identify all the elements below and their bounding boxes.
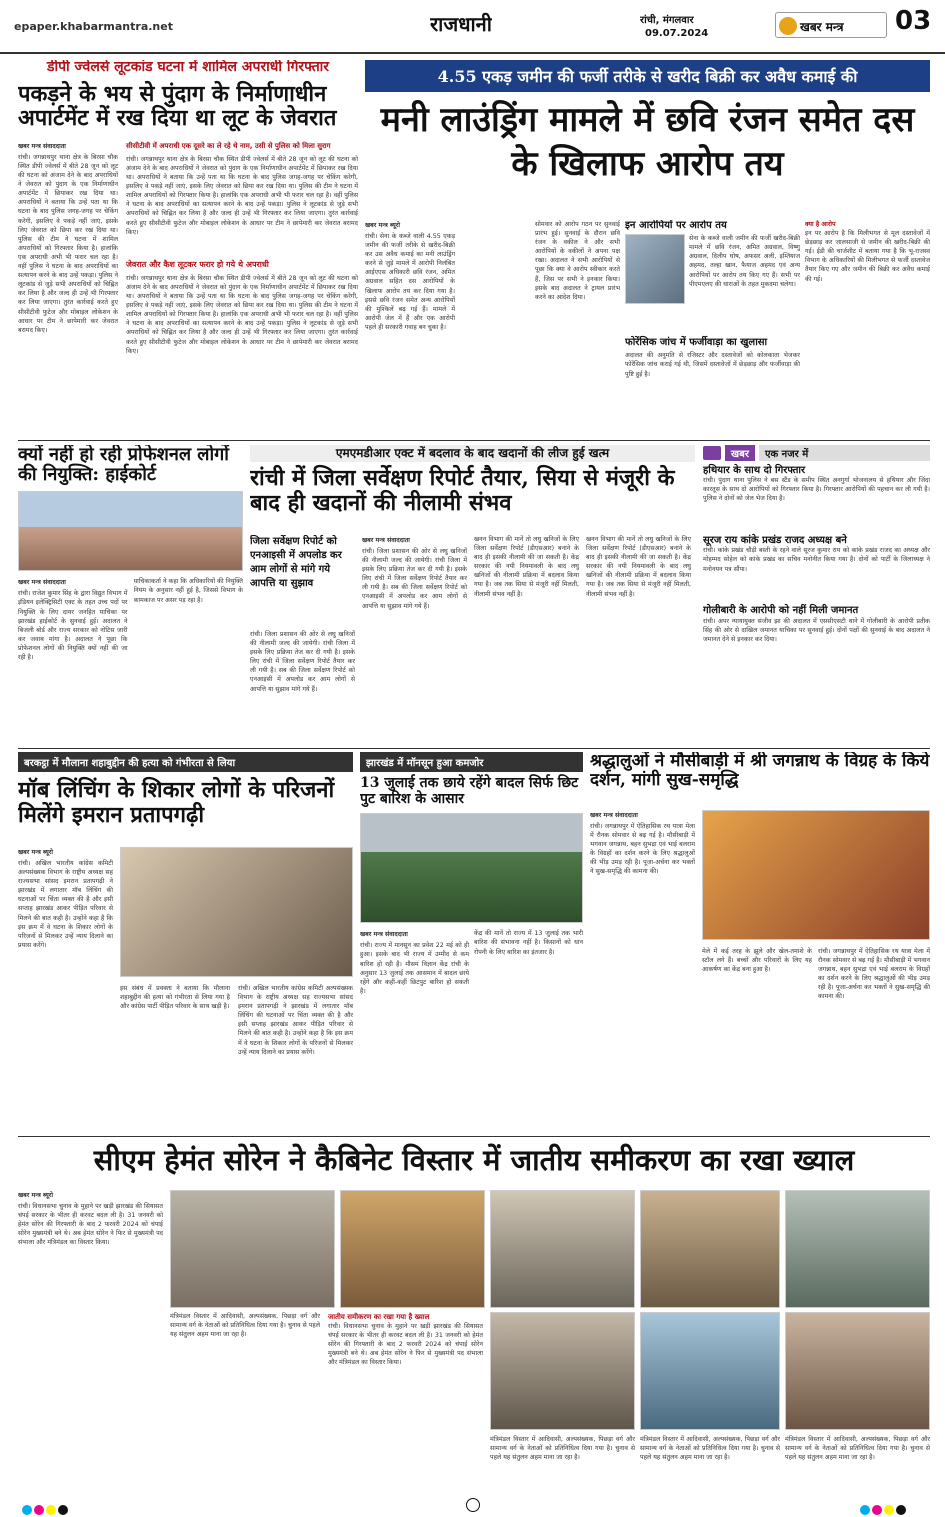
story-body: रांची। विधानसभा चुनाव के मुहाने पर खड़ी झारखंड की सियासत चंपई सरकार के भीतर ही करवट बदल ली है। 31 जनवरी को हेमंत सोरेन की गिरफ्तारी के बाद 2 फरवरी 2024 को चंपाई सोरेन मुख्यमंत्री बने थे। अब हेमंत सोरेन ने फिर से मुख्यमंत्री पद संभाला और मंत्रिमंडल का विस्तार किया।: [18, 1203, 163, 1247]
story-body-2: मंत्रिमंडल विस्तार में आदिवासी, अल्पसंख्यक, पिछड़ा वर्ग और सामान्य वर्ग के नेताओं को प्रतिनिधित्व दिया गया है। चुनाव से पहले यह संतुलन अहम माना जा रहा है।: [170, 1313, 320, 1339]
page-number: 03: [895, 6, 932, 36]
cabinet-photo-1: [170, 1190, 335, 1308]
cabinet-photo-2: [340, 1190, 485, 1308]
byline: खबर मन्त्र ब्यूरो: [18, 849, 53, 856]
sub-body-forensic: अदालत की अनुमति से रजिस्टर और दस्तावेजों को कोलकाता भेजकर फोरेंसिक जांच कराई गई थी, जिसमें दस्तावेजों में छेड़छाड़ और फर्जीवाड़ा की पुष्टि हुई है।: [625, 352, 800, 378]
brief-headline-3: गोलीबारी के आरोपी को नहीं मिली जमानत: [703, 605, 859, 617]
story-lead: सीसीटीवी में अपराधी एक दूसरे का ले रहे थे नाम, उसी से पुलिस को मिला सुराग: [126, 141, 331, 150]
brand-icon: [779, 17, 797, 35]
story-mining: [250, 445, 695, 745]
masthead: [0, 0, 945, 54]
story-body-6: मंत्रिमंडल विस्तार में आदिवासी, अल्पसंख्यक, पिछड़ा वर्ग और सामान्य वर्ग के नेताओं को प्रतिनिधित्व दिया गया है। चुनाव से पहले यह संतुलन अहम माना जा रहा है।: [785, 1436, 930, 1462]
story-body: रांची। जगन्नाथपुर में ऐतिहासिक रथ यात्रा मेला में रौनक सोमवार से बढ़ गई है। मौसीबाड़ी में भगवान जगन्नाथ, बहन सुभद्रा एवं भाई बलराम के विग्रहों का दर्शन करने के लिए श्रद्धालुओं की भीड़ उमड़ रही है। पूजा-अर्चना कर भक्तों ने सुख-समृद्धि की कामना की।: [590, 823, 695, 876]
brand-logo: खबर मन्त्र: [775, 12, 887, 38]
story-kicker: डीपी ज्वेलर्स लूटकांड घटना में शामिल अपराधी गिरफ्तार: [46, 60, 330, 75]
story-body-4: खनन विभाग की मानें तो लघु खनिजों के लिए जिला सर्वेक्षण रिपोर्ट (डीएसआर) बनाने के बाद ही इसकी नीलामी की जा सकती है। केंद्र सरकार की नयी नियमावली के बाद लघु खनिजों की नीलामी प्रक्रिया में बदलाव किया गया है। जब तक सिया से मंजूरी नहीं मिलती, नीलामी संभव नहीं है।: [586, 536, 691, 598]
byline: खबर मन्त्र संवाददाता: [18, 579, 66, 587]
site-url[interactable]: epaper.khabarmantra.net: [14, 20, 173, 33]
brief-icon: [703, 446, 721, 460]
brief-body-3: रांची। अपर न्यायायुक्त संजीव झा की अदालत में एससीएसटी थाने में गोलीबारी के आरोपी प्रतीक सिंह की ओर से दाखिल जमानत याचिका पर सुनवाई हुई। दोनों पक्षों की सुनवाई के बाद अदालत ने जमानत देने से इनकार कर दिया।: [703, 617, 930, 643]
section-title: राजधानी: [430, 12, 492, 36]
meeting-photo: [120, 847, 353, 977]
news-brief: [703, 445, 930, 745]
story-money-laundering: [365, 60, 930, 440]
cabinet-photo-8: [785, 1312, 930, 1430]
story-body-2: केंद्र की मानें तो राज्य में 13 जुलाई तक भारी बारिश की संभावना नहीं है। किसानों को धान रोपनी के लिए बारिश का इंतजार है।: [474, 930, 583, 956]
rain-photo: [360, 813, 583, 923]
cabinet-photo-6: [490, 1312, 635, 1430]
location-day: रांची, मंगलवार: [640, 15, 694, 26]
story-jewellers: [18, 60, 358, 440]
story-body: रांची। राजेश कुमार सिंह के द्वारा विद्युत विभाग में इंडियन इलेक्ट्रिसिटी एक्ट के तहत उच्च पदों पर नियुक्ति के लिए दायर जनहित याचिका पर झारखंड हाईकोर्ट के सुनवाई हुई। अदालत ने बिजली बोर्ड और राज्य सरकार को नोटिस जारी कर जवाब मांगा है। अदालत ने पूछा कि प्रोफेशनल लोगों की नियुक्ति क्यों नहीं की जा रही है।: [18, 590, 128, 661]
highcourt-photo: [18, 491, 243, 571]
brief-title: एक नजर में: [759, 445, 930, 461]
cabinet-photo-4: [640, 1190, 780, 1308]
story-body-5: मंत्रिमंडल विस्तार में आदिवासी, अल्पसंख्यक, पिछड़ा वर्ग और सामान्य वर्ग के नेताओं को प्रतिनिधित्व दिया गया है। चुनाव से पहले यह संतुलन अहम माना जा रहा है।: [640, 1436, 780, 1462]
sub-body-allegation: इन पर आरोप है कि मिलीभगत से मूल दस्तावेजों में छेड़छाड़ कर जालसाजी से जमीन की खरीद-बिक्री की गई। ईडी की चार्जशीट में बताया गया है कि भू-राजस्व विभाग के अधिकारियों की मिलीभगत से फर्जी दस्तावेज तैयार किए गए और जमीन की बिक्री कर अवैध कमाई की गई।: [805, 230, 930, 283]
brief-body-1: रांची। पुंदाग थाना पुलिस ने बस स्टैंड के समीप स्थित अनगुर्गा भोजनालय से हथियार और जिंदा कारतूस के साथ दो आरोपियों को गिरफ्तार किया है। गिरफ्तार आरोपियों की पहचान कर ली गयी है। पुलिस ने दोनों को जेल भेज दिया है।: [703, 477, 930, 503]
story-monsoon: [360, 752, 583, 1132]
date: 09.07.2024: [645, 28, 709, 39]
pull-quote: जिला सर्वेक्षण रिपोर्ट को एनआइसी में अपलोड कर आम लोगों से मांगे गये आपत्ति या सुझाव: [250, 536, 342, 589]
brief-headline-1: हथियार के साथ दो गिरफ्तार: [703, 465, 806, 476]
temple-photo: [702, 810, 930, 940]
story-headline: श्रद्धालुओं ने मौसीबाड़ी में श्री जगन्नाथ के विग्रह के किये दर्शन, मांगी सुख-समृद्धि: [590, 752, 930, 791]
story-body-3: रांची। जगन्नाथपुर में ऐतिहासिक रथ यात्रा मेला में रौनक सोमवार से बढ़ गई है। मौसीबाड़ी में भगवान जगन्नाथ, बहन सुभद्रा एवं भाई बलराम के विग्रहों का दर्शन करने के लिए श्रद्धालुओं की भीड़ उमड़ रही है। पूजा-अर्चना कर भक्तों ने सुख-समृद्धि की कामना की।: [818, 948, 930, 1001]
accused-photo: [625, 234, 685, 304]
story-highcourt: [18, 445, 243, 745]
story-body-3: रांची। अखिल भारतीय कांग्रेस कमिटी अल्पसंख्यक विभाग के राष्ट्रीय अध्यक्ष सह राज्यसभा सांसद इमरान प्रतापगढ़ी ने झारखंड में लगातार मॉब लिंचिंग की घटनाओं पर चिंता व्यक्त की है और इसी सप्ताह झारखंड आकर पीड़ित परिवार से मिलने की बात कही है। उन्होंने कहा है कि इस क्रम में वे घटना के शिकार लोगों के परिजनों से मिलकर उन्हें न्याय दिलाने का प्रयास करेंगे।: [238, 985, 353, 1056]
story-body-2: इस संबंध में प्रवक्ता ने बताया कि मौलाना शहाबुद्दीन की हत्या को गंभीरता से लिया गया है और कांग्रेस पार्टी पीड़ित परिवार के साथ खड़ी है।: [120, 985, 230, 1011]
byline: खबर मन्त्र संवाददाता: [362, 537, 410, 544]
footer-bar: [0, 1495, 945, 1517]
story-kicker: एमएमडीआर एक्ट में बदलाव के बाद खदानों की लीज हुई खत्म: [250, 445, 695, 462]
story-body: रांची। जिला प्रशासन की ओर से लघु खनिजों की नीलामी जल्द की जायेगी। रांची जिला में इसके लिए प्रक्रिया तेज कर दी गयी है। इसके लिए रांची में जिला सर्वेक्षण रिपोर्ट तैयार कर ली गयी है। सब की जिला सर्वेक्षण रिपोर्ट को एनआइसी में अपलोड कर आम लोगों से आपत्ति या सुझाव मांगे गये हैं।: [250, 631, 355, 693]
story-body-3: रांची। विधानसभा चुनाव के मुहाने पर खड़ी झारखंड की सियासत चंपई सरकार के भीतर ही करवट बदल ली है। 31 जनवरी को हेमंत सोरेन की गिरफ्तारी के बाद 2 फरवरी 2024 को चंपाई सोरेन मुख्यमंत्री बने थे। अब हेमंत सोरेन ने फिर से मुख्यमंत्री पद संभाला और मंत्रिमंडल का विस्तार किया।: [328, 1323, 483, 1367]
byline: खबर मन्त्र ब्यूरो: [18, 1192, 53, 1199]
story-headline: मनी लाउंड्रिंग मामले में छवि रंजन समेत दस के खिलाफ आरोप तय: [380, 100, 915, 184]
cabinet-photo-7: [640, 1312, 780, 1430]
story-kicker: 4.55 एकड़ जमीन की फर्जी तरीके से खरीद बिक्री कर अवैध कमाई की: [365, 60, 930, 92]
story-body-2: मेले में कई तरह के झूले और खेल-तमाशे के स्टॉल लगे हैं। बच्चों और परिवारों के लिए यह आकर्षण का केंद्र बना हुआ है।: [702, 948, 812, 974]
subheading: जातीय समीकरण का रखा गया है ख्याल: [328, 1313, 430, 1321]
story-body: रांची। जगन्नाथपुर थाना क्षेत्र के बिरसा चौक स्थित डीपी ज्वेलर्स में बीते 28 जून को लूट की घटना को अंजाम देने के बाद अपराधियों ने जेवरात को पुंदाग के एक निर्माणाधीन अपार्टमेंट में छिपाकर रख दिया था। अपराधियों ने बताया कि उन्हें पता था कि घटना के बाद पुलिस जगह-जगह पर चेकिंग करेगी, इसलिए वे पकड़े नहीं जाएं, इसके लिए जेवरात को छिपा कर रख दिया था। पुलिस की टीम ने घटना में शामिल अपराधियों को गिरफ्तार किया है। हालांकि एक अपराधी अभी भी फरार चल रहा है। वहीं पुलिस ने घटना के बाद अपराधियों का सत्यापन करने के बाद उन्हें पकड़ा। पुलिस ने लूटकांड से जुड़े सभी अपराधियों को चिह्नित कर लिया है और जल्द ही उन्हें भी गिरफ्तार कर लिया जाएगा। तुरंत कार्रवाई करते हुए सीसीटीवी फुटेज और मोबाइल लोकेशन के आधार पर टीम ने छापेमारी कर जेवरात बरामद किए।: [18, 153, 118, 334]
byline: खबर मन्त्र ब्यूरो: [365, 222, 400, 229]
story-headline: 13 जुलाई तक छाये रहेंगे बादल सिर्फ छिट पुट बारिश के आसार: [360, 775, 579, 807]
sub-body: सेना के कब्जे वाली जमीन की फर्जी खरीद-बिक्री मामले में छवि रंजन, अमित अग्रवाल, विष्णु अग्रवाल, दिलीप घोष, अफसर अली, इम्तियाज अहमद, तल्हा खान, फैयाज अहमद एवं अन्य आरोपियों पर आरोप तय किए गए हैं। सभी पर पीएमएलए की धाराओं के तहत मुकदमा चलेगा।: [689, 235, 800, 288]
story-headline: मॉब लिंचिंग के शिकार लोगों के परिजनों मिलेंगे इमरान प्रतापगढ़ी: [18, 777, 335, 828]
story-body: रांची। अखिल भारतीय कांग्रेस कमिटी अल्पसंख्यक विभाग के राष्ट्रीय अध्यक्ष सह राज्यसभा सांसद इमरान प्रतापगढ़ी ने झारखंड में लगातार मॉब लिंचिंग की घटनाओं पर चिंता व्यक्त की है और इसी सप्ताह झारखंड आकर पीड़ित परिवार से मिलने की बात कही है। उन्होंने कहा है कि इस क्रम में वे घटना के शिकार लोगों के परिजनों से मिलकर उन्हें न्याय दिलाने का प्रयास करेंगे।: [18, 860, 113, 949]
story-body-2: याचिकाकर्ता ने कहा कि अधिकारियों की नियुक्ति नियम के अनुसार नहीं हुई है, जिससे विभाग के कामकाज पर असर पड़ रहा है।: [133, 578, 243, 604]
story-headline: सीएम हेमंत सोरेन ने कैबिनेट विस्तार में जातीय समीकरण का रखा ख्याल: [93, 1143, 855, 1177]
subheading-allegation: क्या है आरोप: [805, 221, 836, 228]
cabinet-photo-5: [785, 1190, 930, 1308]
story-headline: रांची में जिला सर्वेक्षण रिपोर्ट तैयार, सिया से मंजूरी के बाद ही खदानों की नीलामी संभव: [250, 465, 675, 517]
byline: खबर मन्त्र संवाददाता: [18, 142, 66, 150]
story-body-2: रांची। जिला प्रशासन की ओर से लघु खनिजों की नीलामी जल्द की जायेगी। रांची जिला में इसके लिए प्रक्रिया तेज कर दी गयी है। इसके लिए रांची में जिला सर्वेक्षण रिपोर्ट तैयार कर ली गयी है। सब की जिला सर्वेक्षण रिपोर्ट को एनआइसी में अपलोड कर आम लोगों से आपत्ति या सुझाव मांगे गये हैं।: [362, 548, 467, 610]
story-mob-lynching: [18, 752, 353, 1132]
story-body-4: मंत्रिमंडल विस्तार में आदिवासी, अल्पसंख्यक, पिछड़ा वर्ग और सामान्य वर्ग के नेताओं को प्रतिनिधित्व दिया गया है। चुनाव से पहले यह संतुलन अहम माना जा रहा है।: [490, 1436, 635, 1462]
story-headline: पकड़ने के भय से पुंदाग के निर्माणाधीन अपार्टमेंट में रख दिया था लूट के जेवरात: [18, 80, 337, 132]
story-headline: क्यों नहीं हो रही प्रोफेशनल लोगों की नियुक्ति: हाईकोर्ट: [18, 445, 229, 486]
byline: खबर मन्त्र संवाददाता: [360, 931, 408, 939]
story-body-3: रांची। जगन्नाथपुर थाना क्षेत्र के बिरसा चौक स्थित डीपी ज्वेलर्स में बीते 28 जून को लूट की घटना को अंजाम देने के बाद अपराधियों ने जेवरात को पुंदाग के एक निर्माणाधीन अपार्टमेंट में छिपाकर रख दिया था। अपराधियों ने बताया कि उन्हें पता था कि घटना के बाद पुलिस जगह-जगह पर चेकिंग करेगी, इसलिए वे पकड़े नहीं जाएं, इसके लिए जेवरात को छिपा कर रख दिया था। पुलिस की टीम ने घटना में शामिल अपराधियों को गिरफ्तार किया है। हालांकि एक अपराधी अभी भी फरार चल रहा है। वहीं पुलिस ने घटना के बाद अपराधियों का सत्यापन करने के बाद उन्हें पकड़ा। पुलिस ने लूटकांड से जुड़े सभी अपराधियों को चिह्नित कर लिया है और जल्द ही उन्हें भी गिरफ्तार कर लिया जाएगा। तुरंत कार्रवाई करते हुए सीसीटीवी फुटेज और मोबाइल लोकेशन के आधार पर टीम ने छापेमारी कर जेवरात बरामद किए।: [126, 274, 358, 355]
story-body-2: रांची। जगन्नाथपुर थाना क्षेत्र के बिरसा चौक स्थित डीपी ज्वेलर्स में बीते 28 जून को लूट की घटना को अंजाम देने के बाद अपराधियों ने जेवरात को पुंदाग के एक निर्माणाधीन अपार्टमेंट में छिपाकर रख दिया था। अपराधियों ने बताया कि उन्हें पता था कि घटना के बाद पुलिस जगह-जगह पर चेकिंग करेगी, इसलिए वे पकड़े नहीं जाएं, इसके लिए जेवरात को छिपा कर रख दिया था। पुलिस की टीम ने घटना में शामिल अपराधियों को गिरफ्तार किया है। हालांकि एक अपराधी अभी भी फरार चल रहा है। वहीं पुलिस ने घटना के बाद अपराधियों का सत्यापन करने के बाद उन्हें पकड़ा। पुलिस ने लूटकांड से जुड़े सभी अपराधियों को चिह्नित कर लिया है और जल्द ही उन्हें भी गिरफ्तार कर लिया जाएगा। तुरंत कार्रवाई करते हुए सीसीटीवी फुटेज और मोबाइल लोकेशन के आधार पर टीम ने छापेमारी कर जेवरात बरामद किए।: [126, 155, 358, 236]
story-kicker: झारखंड में मॉनसून हुआ कमजोर: [360, 752, 583, 772]
story-body-3: खनन विभाग की मानें तो लघु खनिजों के लिए जिला सर्वेक्षण रिपोर्ट (डीएसआर) बनाने के बाद ही इसकी नीलामी की जा सकती है। केंद्र सरकार की नयी नियमावली के बाद लघु खनिजों की नीलामी प्रक्रिया में बदलाव किया गया है। जब तक सिया से मंजूरी नहीं मिलती, नीलामी संभव नहीं है।: [474, 536, 579, 598]
story-kicker: बरकट्ठा में मौलाना शहाबुद्दीन की हत्या को गंभीरता से लिया: [18, 752, 353, 772]
story-jagannath: [590, 752, 930, 1132]
color-registration-left: [22, 1500, 70, 1517]
brief-body-2: रांची। कांके प्रखंड चौड़ी बस्ती के रहने वाले सूरज कुमार राय को कांके प्रखंड राजद का अध्यक्ष और मोहम्मद सोहेल को कांके प्रखंड का सचिव मनोनीत किया गया है। दोनों को पार्टी के जिलाध्यक्ष ने मनोनयन पत्र सौंपा।: [703, 547, 930, 573]
story-cabinet: [18, 1140, 930, 1490]
story-body-2: सोमवार को आरोप गठन पर सुनवाई प्रारंभ हुई। सुनवाई के दौरान छवि रंजन के वकील ने और सभी आरोपियों के वकीलों ने अपना पक्ष रखा। अदालत ने सभी आरोपियों से पूछा कि क्या वे आरोप स्वीकार करते हैं, जिस पर सभी ने इनकार किया। इसके बाद अदालत ने ट्रायल प्रारंभ करने का आदेश दिया।: [535, 221, 620, 301]
story-body: रांची। राज्य में मानसून का प्रवेश 22 मई को ही हुआ। इसके बाद भी राज्य में उम्मीद से कम बारिश हो रही है। मौसम विज्ञान केंद्र रांची के अनुसार 13 जुलाई तक आसमान में बादल छाये रहेंगे और कहीं-कहीं छिटपुट बारिश हो सकती है।: [360, 942, 469, 995]
brief-headline-2: सूरज राय कांके प्रखंड राजद अध्यक्ष बने: [703, 535, 847, 547]
color-registration-right: [860, 1500, 908, 1517]
brief-tag: खबर: [725, 445, 755, 461]
byline: खबर मन्त्र संवाददाता: [590, 812, 638, 819]
story-body: रांची। सेना के कब्जे वाली 4.55 एकड़ जमीन की फर्जी तरीके से खरीद-बिक्री कर उस अवैध कमाई का मनी लाउंड्रिंग करने से जुड़े मामले में आरोपी निलंबित आईएएस अधिकारी छवि रंजन, अमित अग्रवाल सहित दस आरोपियों के खिलाफ आरोप तय कर दिया गया है। इससे छवि रंजन समेत अन्य आरोपियों की मुश्किलें बढ़ गई हैं। मामले में आरोपी जेल में हैं और एक आरोपी पहले ही सरकारी गवाह बन चुका है।: [365, 233, 455, 331]
subheading-forensic: फोरेंसिक जांच में फर्जीवाड़ा का खुलासा: [625, 337, 768, 349]
highlight: जेवरात और कैश लूटकर फरार हो गये थे अपराधी: [126, 259, 269, 269]
cabinet-photo-3: [490, 1190, 635, 1308]
subheading: इन आरोपियों पर आरोप तय: [625, 220, 727, 231]
crosshair-icon: [466, 1498, 480, 1512]
